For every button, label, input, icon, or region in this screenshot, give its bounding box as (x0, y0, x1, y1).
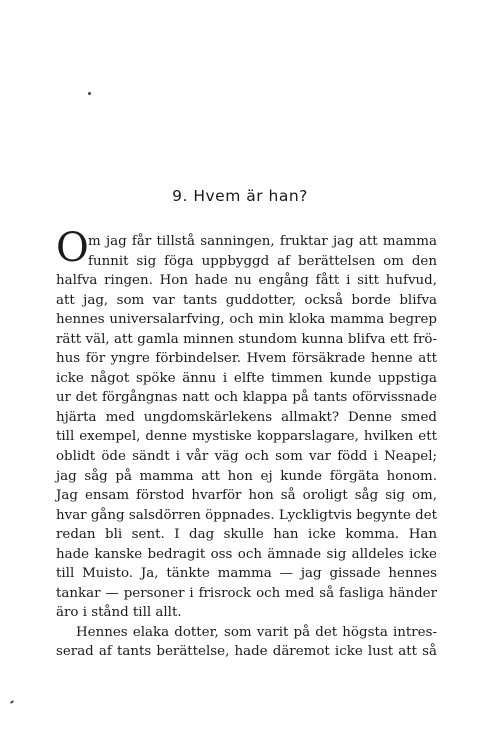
ink-speck (88, 92, 91, 95)
text-line: hade kanske bedragit oss och ämnade sig alldeles icke (56, 546, 437, 562)
drop-cap: O (56, 225, 89, 271)
text-line: hus för yngre förbindelser. Hvem försäkrade henne att (56, 351, 437, 367)
text-line: hennes universalarfving, och min kloka mamma begrep (56, 312, 437, 328)
text-line: halfva ringen. Hon hade nu engång fått i sitt hufvud, (56, 273, 437, 289)
text-line: till Muisto. Ja, tänkte mamma — jag gissade hennes (56, 566, 437, 582)
text-line: Hennes elaka dotter, som varit på det högsta intres- (76, 624, 437, 640)
text-line: tankar — personer i frisrock och med så fasliga händer (56, 585, 437, 601)
text-line: att jag, som var tants guddotter, också borde blifva (56, 292, 437, 308)
text-line: funnit sig föga uppbyggd af berättelsen om den (88, 253, 437, 269)
text-line: redan bli sent. I dag skulle han icke komma. Han (56, 527, 437, 543)
text-line: Jag ensam förstod hvarför hon så oroligt såg sig om, (56, 488, 437, 504)
text-line: till exempel, denne mystiske kopparslagare, hvilken ett (56, 429, 437, 445)
text-line: ur det förgångnas natt och klappa på tants oförvissnade (56, 390, 437, 406)
text-line: serad af tants berättelse, hade däremot icke lust att så (56, 644, 437, 660)
text-line: m jag får tillstå sanningen, fruktar jag att mamma (88, 234, 437, 249)
ink-speck (10, 700, 14, 704)
text-line: äro i stånd till allt. (56, 605, 182, 621)
text-line: hjärta med ungdomskärlekens allmakt? Denne smed (56, 409, 437, 425)
body-text (56, 225, 437, 662)
text-line: oblidt öde sändt i vår väg och som var född i Neapel; (56, 449, 437, 465)
text-line: icke något spöke ännu i elfte timmen kunde uppstiga (56, 370, 437, 386)
text-line: jag såg på mamma att hon ej kunde förgäta honom. (56, 468, 437, 484)
text-line: rätt väl, att gamla minnen stundom kunna blifva ett frö- (56, 331, 437, 347)
chapter-title: 9. Hvem är han? (172, 187, 308, 205)
text-line: hvar gång salsdörren öppnades. Lyckligtvis begynte det (56, 507, 437, 523)
